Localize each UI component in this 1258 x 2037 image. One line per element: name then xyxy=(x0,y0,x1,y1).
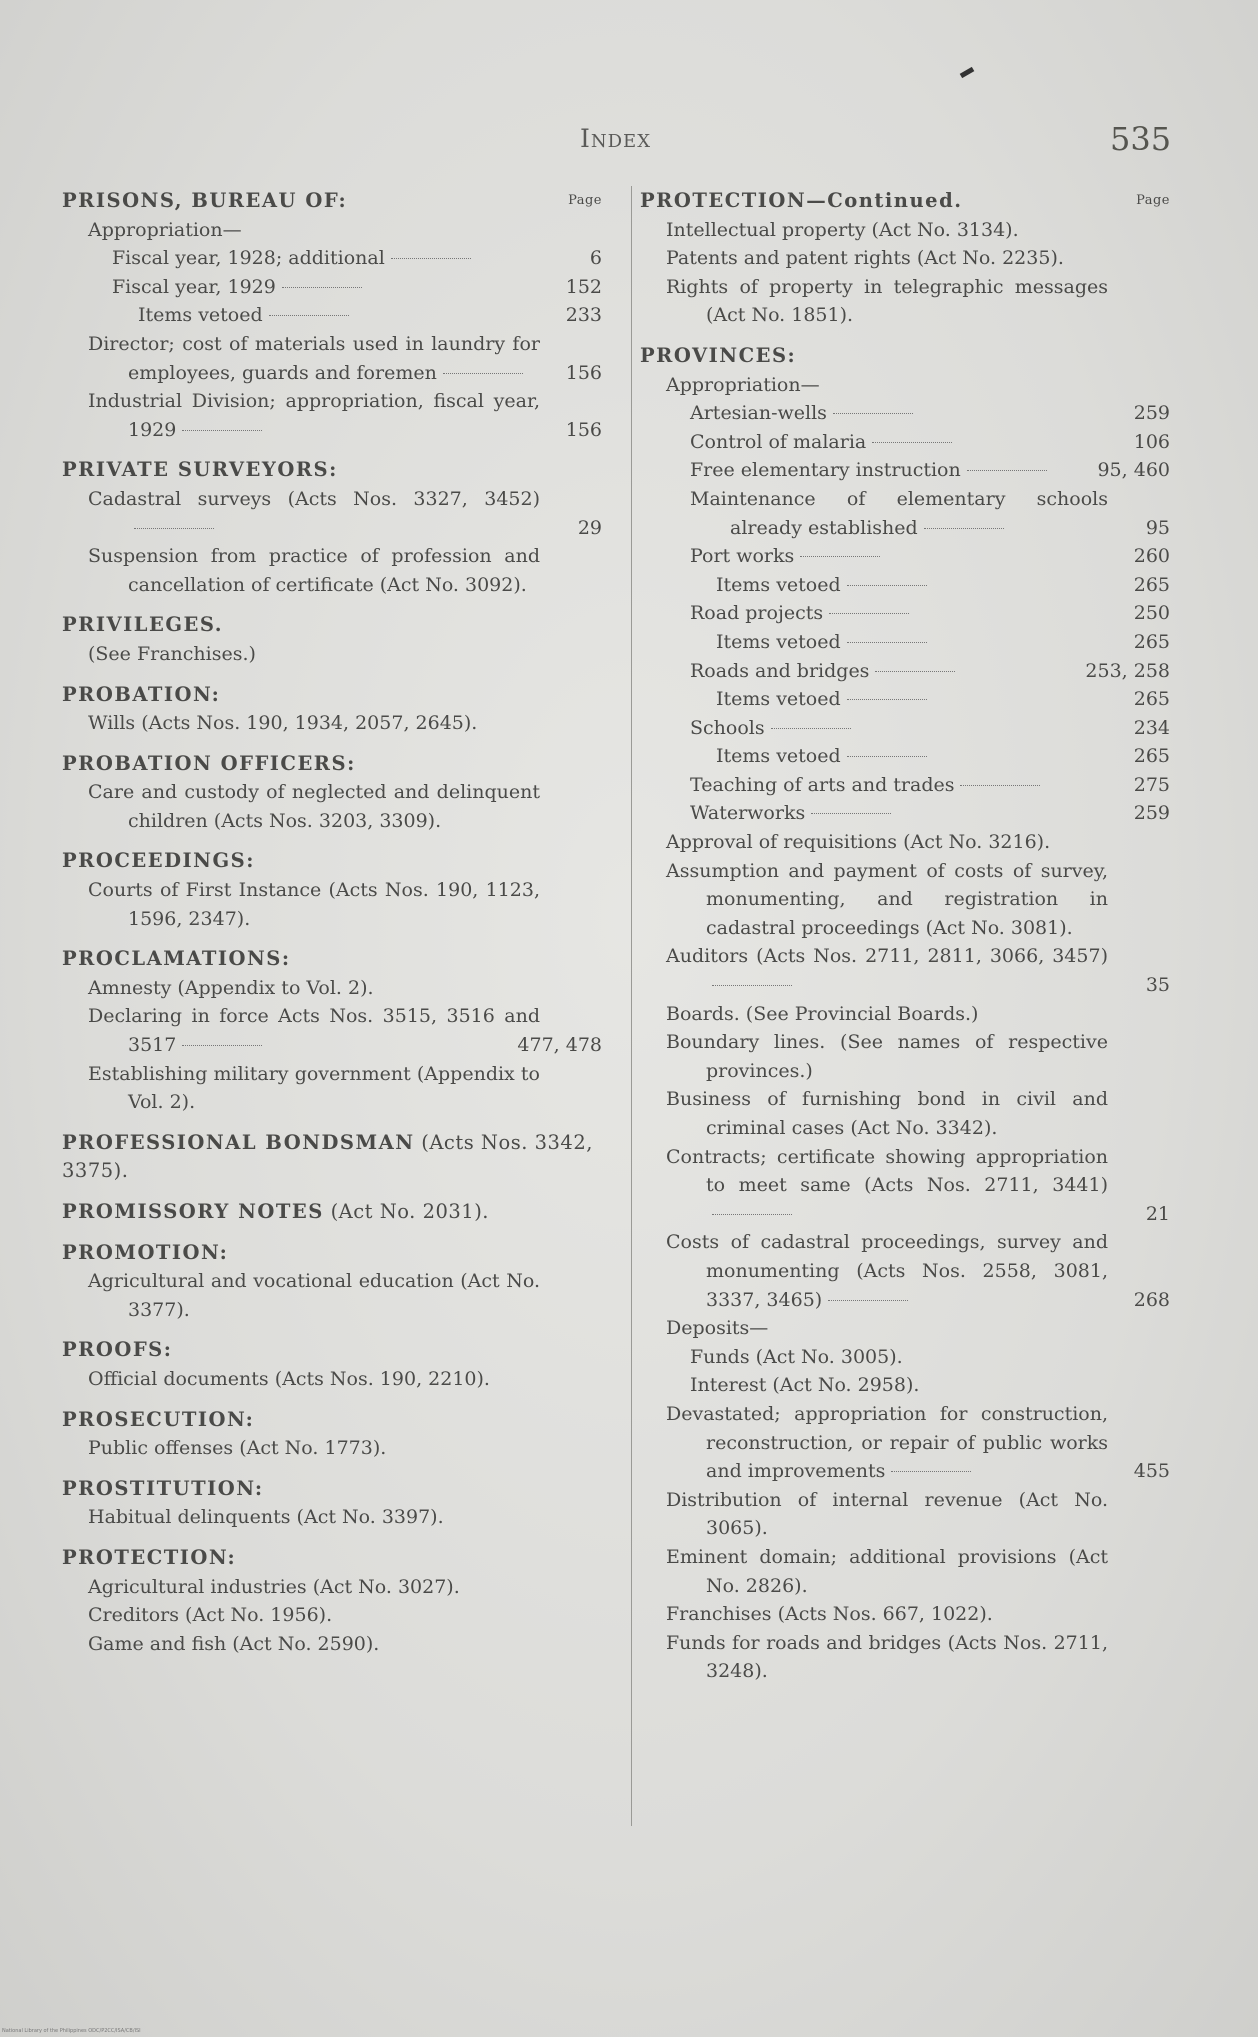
entry-text: Assumption and payment of costs of survey, monumenting, and registration in cadastral proceedings (Act No. 3081). xyxy=(666,859,1108,939)
entry-text: Intellectual property (Act No. 3134). xyxy=(666,218,1019,241)
page-column-label: Page xyxy=(568,193,602,208)
entry-text: Waterworks xyxy=(690,799,1108,828)
entry-text: Funds for roads and bridges (Acts Nos. 2711, 3248). xyxy=(666,1631,1108,1683)
index-entry: Schools 234 xyxy=(690,714,1170,743)
index-heading xyxy=(62,1336,602,1365)
page-column-label: Page xyxy=(1136,193,1170,208)
heading-suffix: (Act No. 2031). xyxy=(323,1200,490,1223)
index-entry: Teaching of arts and trades 275 xyxy=(690,771,1170,800)
page-number: 535 xyxy=(1110,120,1172,158)
heading-text: PROOFS: xyxy=(62,1338,173,1362)
right-index-blocks xyxy=(640,187,1170,1686)
heading-suffix: (Acts Nos. 3342, 3375). xyxy=(62,1130,593,1183)
index-entry xyxy=(88,778,602,835)
index-heading xyxy=(62,1198,602,1227)
index-entry xyxy=(88,1630,602,1659)
entry-text: Business of furnishing bond in civil and criminal cases (Act No. 3342). xyxy=(666,1088,1108,1139)
index-entry xyxy=(88,640,602,669)
entry-text: Cadastral surveys (Acts Nos. 3327, 3452) xyxy=(88,485,540,542)
heading-text: PRISONS, BUREAU OF: xyxy=(62,189,348,212)
entry-text: Contracts; certificate showing appropriation to meet same (Acts Nos. 2711, 3441) xyxy=(666,1143,1108,1229)
index-entry xyxy=(88,1365,602,1394)
index-entry xyxy=(666,1028,1170,1085)
entry-text: Artesian-wells xyxy=(690,399,1108,428)
entry-text: Amnesty (Appendix to Vol. 2). xyxy=(88,976,374,999)
index-entry: Cadastral surveys (Acts Nos. 3327, 3452) 29 xyxy=(88,485,602,542)
index-entry xyxy=(88,1503,602,1532)
index-entry xyxy=(666,273,1170,330)
index-heading xyxy=(62,1239,602,1268)
index-entry: Port works 260 xyxy=(690,542,1170,571)
index-entry: Items vetoed 233 xyxy=(138,301,602,330)
index-heading xyxy=(62,945,602,974)
entry-text: Schools xyxy=(690,714,1108,743)
index-entry xyxy=(88,542,602,599)
index-entry xyxy=(690,657,1170,686)
index-entry xyxy=(666,371,1170,400)
entry-text: Approval of requisitions (Act No. 3216). xyxy=(666,831,1051,854)
index-entry xyxy=(88,1002,602,1059)
index-entry: Maintenance of elementary schools already established 95 xyxy=(690,485,1170,542)
entry-text: Eminent domain; additional provisions (Act No. 2826). xyxy=(666,1545,1108,1597)
entry-text: Items vetoed xyxy=(138,301,540,330)
index-entry: Artesian-wells 259 xyxy=(690,399,1170,428)
right-column xyxy=(640,187,1170,1686)
left-index-blocks xyxy=(62,187,602,1658)
ink-mark xyxy=(960,67,975,78)
index-heading xyxy=(62,611,602,640)
index-entry xyxy=(666,1085,1170,1142)
heading-text: PROCEEDINGS: xyxy=(62,849,255,873)
index-heading xyxy=(62,1544,602,1573)
entry-text: Appropriation— xyxy=(666,373,820,396)
index-entry xyxy=(88,1060,602,1117)
index-entry: Road projects 250 xyxy=(690,599,1170,628)
index-heading xyxy=(62,187,602,216)
index-entry xyxy=(666,244,1170,273)
index-entry xyxy=(666,857,1170,943)
entry-text: Game and fish (Act No. 2590). xyxy=(88,1632,380,1655)
entry-text: Teaching of arts and trades xyxy=(690,771,1108,800)
index-entry xyxy=(88,1434,602,1463)
heading-text: PROVINCES: xyxy=(640,343,797,367)
index-heading xyxy=(62,1475,602,1504)
entry-text: Director; cost of materials used in laundry for employees, guards and foremen xyxy=(88,330,540,387)
index-entry: Items vetoed 265 xyxy=(716,742,1170,771)
entry-text: Auditors (Acts Nos. 2711, 2811, 3066, 3457) xyxy=(666,942,1108,999)
heading-text: PROMISSORY NOTES xyxy=(62,1200,324,1223)
entry-text: Control of malaria xyxy=(690,428,1108,457)
index-entry xyxy=(666,828,1170,857)
column-divider xyxy=(631,186,632,1826)
entry-text: Fiscal year, 1929 xyxy=(112,273,540,302)
entry-text: Establishing military government (Appendix to Vol. 2). xyxy=(88,1062,540,1114)
index-entry xyxy=(88,1267,602,1324)
index-entry xyxy=(88,974,602,1003)
index-entry: Items vetoed 265 xyxy=(716,571,1170,600)
entry-text: Agricultural and vocational education (Act No. 3377). xyxy=(88,1270,540,1321)
entry-page-ref: 477, 478 xyxy=(517,1034,602,1057)
entry-page-ref: 253, 258 xyxy=(1085,659,1170,682)
heading-text: PRIVILEGES. xyxy=(62,613,224,637)
index-entry xyxy=(666,1543,1170,1600)
entry-text: Free elementary instruction xyxy=(690,456,1108,485)
entry-text: Interest (Act No. 2958). xyxy=(690,1374,920,1397)
heading-text: PROCLAMATIONS: xyxy=(62,947,291,971)
heading-text: PROTECTION—Continued. xyxy=(640,189,963,212)
index-entry xyxy=(666,1629,1170,1686)
entry-text: Fiscal year, 1928; additional xyxy=(112,244,540,273)
entry-text: Industrial Division; appropriation, fiscal year, 1929 xyxy=(88,387,540,444)
index-entry xyxy=(666,216,1170,245)
index-heading xyxy=(640,342,1170,371)
entry-text: Items vetoed xyxy=(716,685,1108,714)
entry-text: Courts of First Instance (Acts Nos. 190, 1123, 1596, 2347). xyxy=(88,879,540,930)
index-entry: Items vetoed 265 xyxy=(716,685,1170,714)
index-entry xyxy=(88,709,602,738)
entry-text: Devastated; appropriation for construction, reconstruction, or repair of public works and improvements xyxy=(666,1400,1108,1486)
entry-text: Declaring in force Acts Nos. 3515, 3516 and 3517 xyxy=(88,1002,540,1059)
index-entry: Control of malaria 106 xyxy=(690,428,1170,457)
heading-text: PROSECUTION: xyxy=(62,1407,255,1431)
heading-text: PROBATION OFFICERS: xyxy=(62,751,356,775)
left-column xyxy=(62,187,602,1658)
index-entry: Auditors (Acts Nos. 2711, 2811, 3066, 3457) 35 xyxy=(666,942,1170,999)
index-entry xyxy=(666,1000,1170,1029)
heading-text: PROTECTION: xyxy=(62,1545,237,1569)
index-entry: Fiscal year, 1929 152 xyxy=(112,273,602,302)
index-heading xyxy=(62,1129,602,1186)
entry-text: Care and custody of neglected and delinquent children (Acts Nos. 3203, 3309). xyxy=(88,781,540,832)
index-entry xyxy=(666,1486,1170,1543)
entry-text: Maintenance of elementary schools already established xyxy=(690,485,1108,542)
entry-text: Items vetoed xyxy=(716,628,1108,657)
index-entry xyxy=(690,1371,1170,1400)
index-entry xyxy=(88,216,602,245)
entry-text: Roads and bridges xyxy=(690,657,1108,686)
entry-text: Costs of cadastral proceedings, survey and monumenting (Acts Nos. 2558, 3081, 3337, 3465) xyxy=(666,1228,1108,1314)
entry-text: Boards. (See Provincial Boards.) xyxy=(666,1002,979,1025)
entry-text: Patents and patent rights (Act No. 2235). xyxy=(666,247,1064,270)
heading-text: PROSTITUTION: xyxy=(62,1476,264,1500)
index-entry xyxy=(88,1601,602,1630)
entry-text: Habitual delinquents (Act No. 3397). xyxy=(88,1506,444,1529)
running-title: Index xyxy=(580,124,652,153)
entry-text: Deposits— xyxy=(666,1317,769,1340)
footer-credit: National Library of the Philippines ODC/P2CC/ISA/CB/ISI xyxy=(2,2028,141,2034)
heading-text: PRIVATE SURVEYORS: xyxy=(62,458,338,482)
index-heading xyxy=(62,847,602,876)
index-entry xyxy=(666,1314,1170,1343)
index-entry: Waterworks 259 xyxy=(690,799,1170,828)
entry-text: Wills (Acts Nos. 190, 1934, 2057, 2645). xyxy=(88,712,478,735)
index-entry: Costs of cadastral proceedings, survey and monumenting (Acts Nos. 2558, 3081, 3337, 3465) 268 xyxy=(666,1228,1170,1314)
heading-text: PROFESSIONAL BONDSMAN xyxy=(62,1130,415,1154)
entry-text: Public offenses (Act No. 1773). xyxy=(88,1437,387,1460)
entry-text: Distribution of internal revenue (Act No. 3065). xyxy=(666,1488,1108,1540)
index-entry: Fiscal year, 1928; additional 6 xyxy=(112,244,602,273)
entry-text: Agricultural industries (Act No. 3027). xyxy=(88,1575,460,1598)
entry-text: Road projects xyxy=(690,599,1108,628)
entry-text: Port works xyxy=(690,542,1108,571)
index-heading xyxy=(62,456,602,485)
index-entry xyxy=(666,1600,1170,1629)
index-heading xyxy=(640,187,1170,216)
index-heading xyxy=(62,1406,602,1435)
index-entry: Items vetoed 265 xyxy=(716,628,1170,657)
entry-text: Suspension from practice of profession and cancellation of certificate (Act No. 3092). xyxy=(88,545,540,596)
index-heading xyxy=(62,681,602,710)
heading-text: PROBATION: xyxy=(62,682,221,706)
entry-text: Funds (Act No. 3005). xyxy=(690,1345,903,1368)
index-entry: Devastated; appropriation for construction, reconstruction, or repair of public works and improvements 455 xyxy=(666,1400,1170,1486)
entry-text: Creditors (Act No. 1956). xyxy=(88,1604,333,1627)
index-entry xyxy=(88,876,602,933)
entry-page-ref: 95, 460 xyxy=(1097,459,1170,482)
entry-text: (See Franchises.) xyxy=(88,642,256,665)
index-entry: Industrial Division; appropriation, fiscal year, 1929 156 xyxy=(88,387,602,444)
entry-text: Boundary lines. (See names of respective provinces.) xyxy=(666,1031,1108,1082)
index-entry xyxy=(690,1343,1170,1372)
index-heading xyxy=(62,750,602,779)
entry-text: Official documents (Acts Nos. 190, 2210). xyxy=(88,1367,490,1390)
index-entry xyxy=(88,1573,602,1602)
index-entry: Director; cost of materials used in laundry for employees, guards and foremen 156 xyxy=(88,330,602,387)
entry-text: Rights of property in telegraphic messages (Act No. 1851). xyxy=(666,275,1108,327)
entry-text: Items vetoed xyxy=(716,742,1108,771)
index-entry: Contracts; certificate showing appropriation to meet same (Acts Nos. 2711, 3441) 21 xyxy=(666,1143,1170,1229)
entry-text: Appropriation— xyxy=(88,218,242,241)
heading-text: PROMOTION: xyxy=(62,1240,229,1264)
entry-text: Items vetoed xyxy=(716,571,1108,600)
entry-text: Franchises (Acts Nos. 667, 1022). xyxy=(666,1603,993,1626)
index-entry xyxy=(690,456,1170,485)
